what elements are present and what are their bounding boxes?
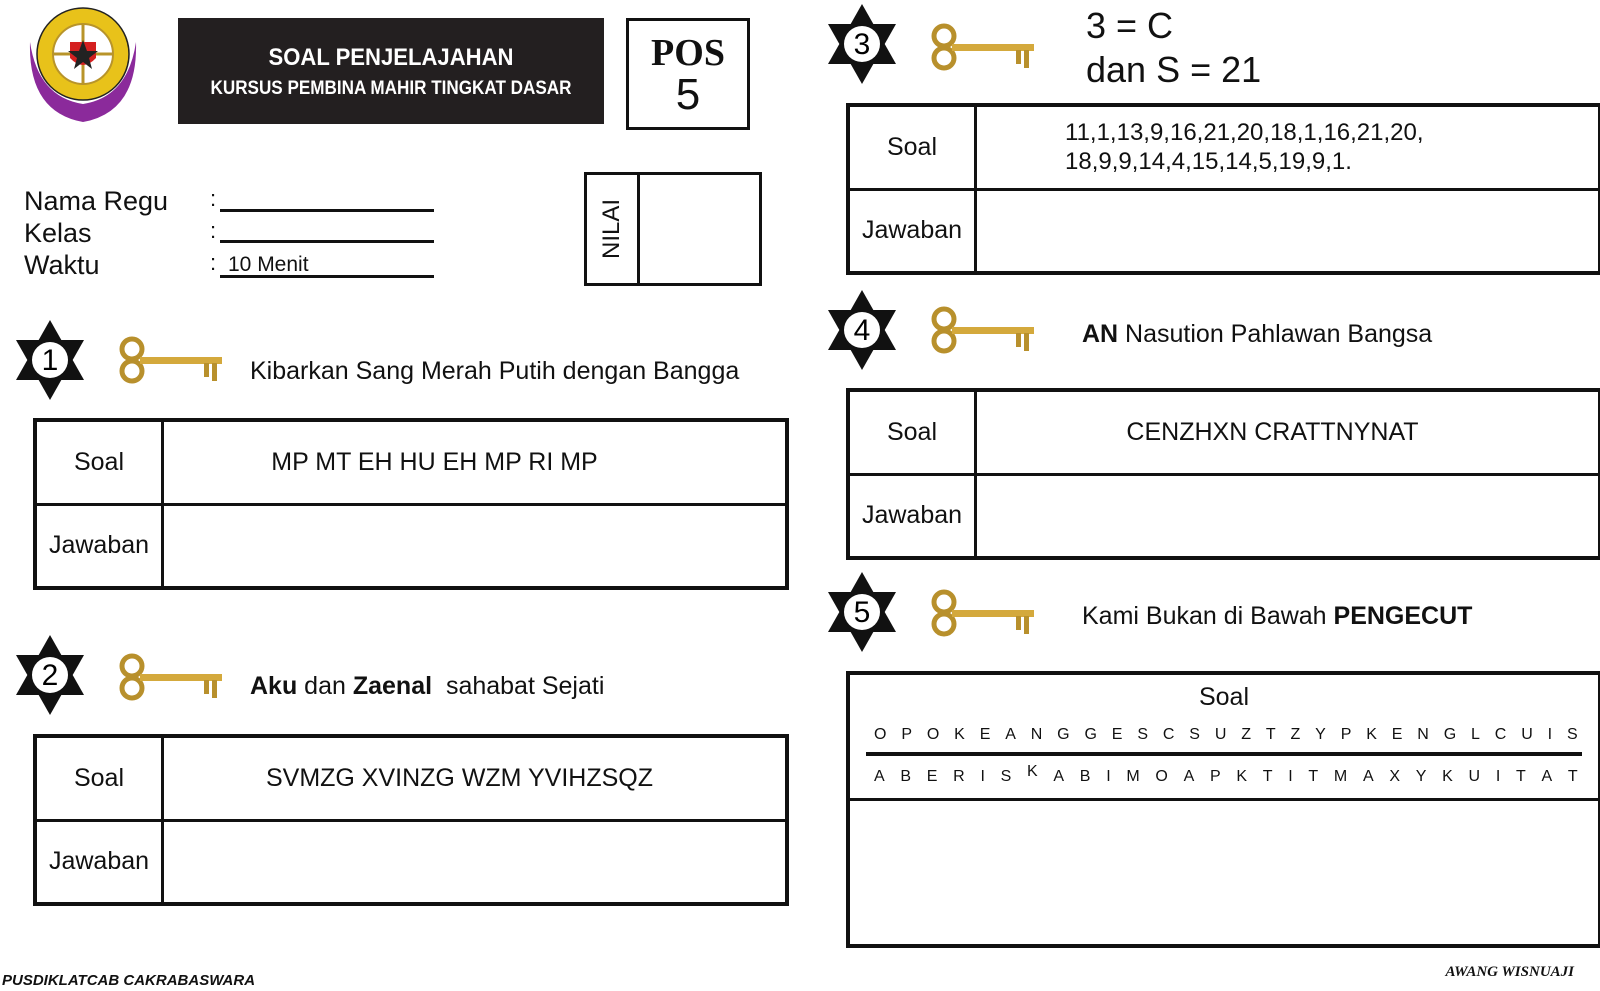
key-icon <box>116 335 226 385</box>
cipher-letter: P <box>901 726 912 743</box>
cipher-letter: G <box>1057 726 1070 743</box>
hint-3: 3 = C dan S = 21 <box>1086 5 1262 90</box>
cipher-letter: U <box>1468 768 1481 785</box>
kelas-input[interactable] <box>220 240 434 243</box>
cipher-letter: K <box>1366 726 1377 743</box>
cipher-letter: E <box>1111 726 1123 743</box>
question-table-1 <box>33 418 789 590</box>
hint-5: Kami Bukan di Bawah PENGECUT <box>1082 602 1473 630</box>
cipher-letter: Z <box>1241 726 1252 743</box>
star-icon-4 <box>826 290 898 370</box>
jawaban-input-3[interactable] <box>976 189 1600 273</box>
cipher-letter: U <box>1214 726 1227 743</box>
cipher-row-top <box>874 726 1578 744</box>
key-icon <box>928 305 1038 355</box>
star-icon-5 <box>826 572 898 652</box>
cipher-letter: G <box>1443 726 1457 743</box>
question-box-5 <box>846 671 1600 948</box>
cipher-letter: X <box>1389 768 1401 785</box>
star-icon-1 <box>14 320 86 400</box>
hint-4: AN Nasution Pahlawan Bangsa <box>1082 320 1433 348</box>
soal-label: Soal <box>35 736 163 820</box>
colon: : <box>210 186 217 211</box>
score-label: NILAI <box>598 198 625 260</box>
soal-label: Soal <box>848 390 976 474</box>
soal-value: SVMZG XVINZG WZM YVIHZSQZ <box>163 736 788 820</box>
cipher-letter: K <box>1236 768 1248 785</box>
cipher-letter: T <box>1567 768 1578 785</box>
label-nama-regu: Nama Regu <box>24 186 169 216</box>
cipher-letter: S <box>1000 768 1012 785</box>
cipher-letter: N <box>1030 726 1043 743</box>
cipher-letter: I <box>980 768 985 785</box>
question-table-3 <box>846 103 1600 275</box>
pos-box <box>626 18 750 130</box>
cipher-letter: O <box>1155 768 1168 785</box>
jawaban-input-2[interactable] <box>163 820 788 904</box>
cipher-letter: S <box>1137 726 1148 743</box>
cipher-letter: C <box>1494 726 1507 743</box>
svg-text:2: 2 <box>41 659 59 692</box>
cipher-letter: O <box>874 726 887 743</box>
jawaban-input-5[interactable] <box>850 801 1598 931</box>
cipher-letter: P <box>1340 726 1352 743</box>
cipher-letter: T <box>1515 768 1526 785</box>
cipher-letter: A <box>1053 768 1065 785</box>
waktu-value: 10 Menit <box>228 253 309 276</box>
jawaban-label: Jawaban <box>848 474 976 558</box>
soal-value: 11,1,13,9,16,21,20,18,1,16,21,20, 18,9,9,14,4,15,14,5,19,9,1. <box>976 105 1600 189</box>
footer-right: AWANG WISNUAJI <box>1445 964 1574 980</box>
cipher-letter: Y <box>1415 768 1427 785</box>
cipher-letter: K <box>1027 763 1038 780</box>
hint-2: Aku dan Zaenal sahabat Sejati <box>250 672 605 700</box>
jawaban-label: Jawaban <box>35 820 163 904</box>
pramuka-logo <box>18 2 148 127</box>
cipher-letter: M <box>1126 768 1140 785</box>
cipher-letter: T <box>1308 768 1319 785</box>
soal-value: MP MT EH HU EH MP RI MP <box>163 420 788 504</box>
soal-label: Soal <box>1198 683 1250 711</box>
cipher-letter: I <box>1547 726 1553 743</box>
star-icon-2 <box>14 635 86 715</box>
jawaban-input-1[interactable] <box>163 504 788 588</box>
svg-text:5: 5 <box>853 596 871 629</box>
score-box[interactable] <box>584 172 762 286</box>
cipher-letter: E <box>926 768 938 785</box>
cipher-letter: K <box>1442 768 1453 785</box>
soal-label: Soal <box>848 105 976 189</box>
cipher-letter: B <box>900 768 912 785</box>
cipher-row-bottom <box>874 763 1578 786</box>
cipher-letter: N <box>1417 726 1429 743</box>
cipher-letter: R <box>953 768 965 785</box>
soal-label: Soal <box>35 420 163 504</box>
cipher-letter: U <box>1521 726 1533 743</box>
cipher-letter: I <box>1495 768 1501 785</box>
pos-number: 5 <box>675 70 701 119</box>
cipher-letter: E <box>1391 726 1403 743</box>
cipher-letter: B <box>1079 768 1091 785</box>
jawaban-input-4[interactable] <box>976 474 1600 558</box>
hint-1: Kibarkan Sang Merah Putih dengan Bangga <box>250 357 740 385</box>
key-icon <box>928 22 1038 72</box>
label-waktu: Waktu <box>24 250 100 280</box>
cipher-letter: C <box>1162 726 1175 743</box>
soal-value: CENZHXN CRATTNYNAT <box>976 390 1600 474</box>
cipher-letter: Z <box>1290 726 1301 743</box>
question-table-4 <box>846 388 1600 560</box>
cipher-letter: L <box>1471 726 1480 743</box>
cipher-letter: A <box>1362 768 1374 785</box>
jawaban-label: Jawaban <box>848 189 976 273</box>
label-kelas: Kelas <box>24 218 92 248</box>
cipher-letter: G <box>1084 726 1097 743</box>
cipher-letter: Y <box>1315 726 1326 743</box>
footer-left: PUSDIKLATCAB CAKRABASWARA <box>2 972 256 989</box>
cipher-letter: S <box>1566 726 1578 743</box>
cipher-letter: A <box>1541 768 1553 785</box>
jawaban-label: Jawaban <box>35 504 163 588</box>
cipher-letter: A <box>1005 726 1016 743</box>
cipher-letter: A <box>1183 768 1195 785</box>
pos-label: POS <box>651 32 725 74</box>
star-icon-3 <box>826 4 898 84</box>
key-icon <box>116 652 226 702</box>
cipher-letter: T <box>1265 726 1276 743</box>
svg-text:3: 3 <box>853 28 871 61</box>
svg-text:1: 1 <box>41 344 59 377</box>
cipher-letter: S <box>1189 726 1200 743</box>
cipher-letter: K <box>954 726 965 743</box>
cipher-letter: O <box>926 726 940 743</box>
cipher-letter: E <box>979 726 991 743</box>
key-icon <box>928 588 1038 638</box>
title: SOAL PENJELAJAHAN <box>268 44 514 71</box>
cipher-letter: I <box>1288 768 1293 785</box>
subtitle: KURSUS PEMBINA MAHIR TINGKAT DASAR <box>210 78 572 99</box>
colon: : <box>210 218 217 243</box>
question-table-2 <box>33 734 789 906</box>
cipher-letter: M <box>1333 768 1348 785</box>
title-banner <box>178 18 604 124</box>
cipher-letter: T <box>1262 768 1273 785</box>
cipher-letter: A <box>874 768 885 785</box>
svg-text:4: 4 <box>853 314 871 347</box>
colon: : <box>210 250 217 275</box>
cipher-letter: I <box>1106 768 1111 785</box>
nama-regu-input[interactable] <box>220 209 434 212</box>
cipher-letter: P <box>1209 768 1221 785</box>
